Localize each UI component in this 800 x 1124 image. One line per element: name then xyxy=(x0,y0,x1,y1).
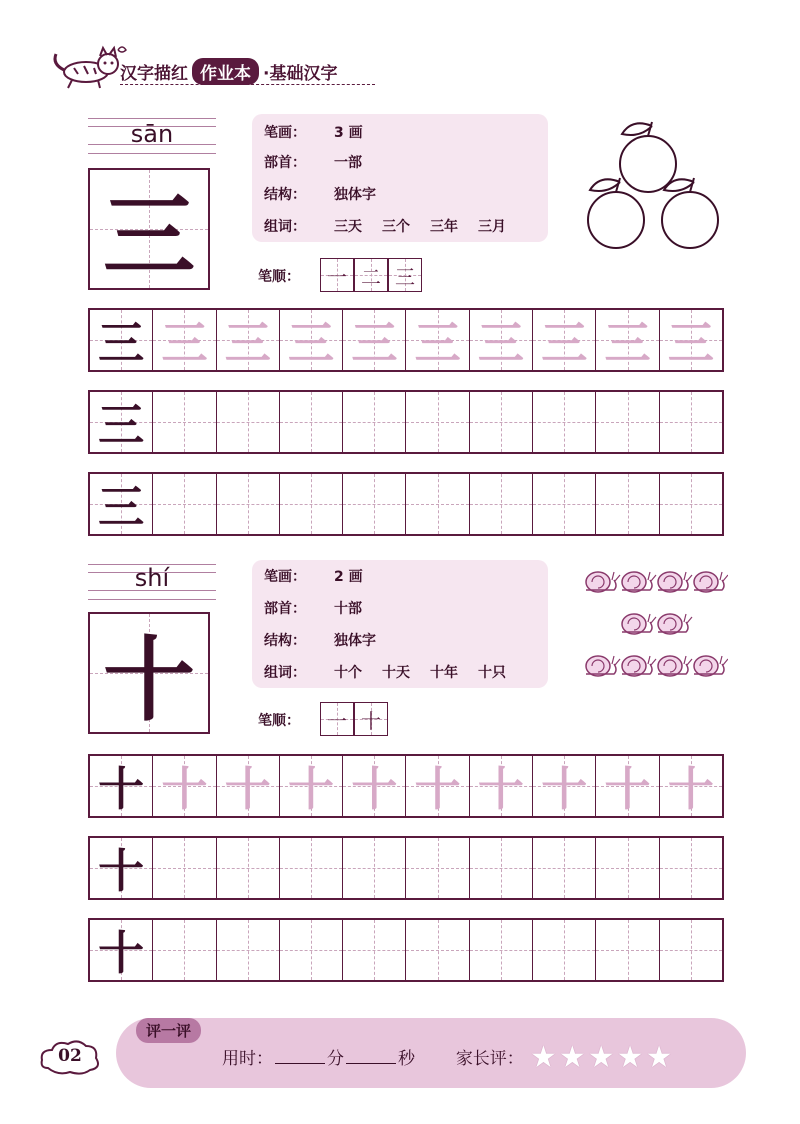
model-char: 三 xyxy=(98,398,145,452)
blank-cell[interactable] xyxy=(660,392,722,452)
apples-illustration xyxy=(578,120,726,256)
radical-label: 部首： xyxy=(264,155,306,171)
blank-cell[interactable] xyxy=(470,474,533,534)
time-label: 用时： xyxy=(222,1049,273,1069)
blank-cell[interactable] xyxy=(533,392,596,452)
header-badge: 作业本 xyxy=(192,58,259,85)
blank-cell[interactable] xyxy=(280,392,343,452)
evaluation-tag: 评一评 xyxy=(136,1018,201,1043)
blank-cell[interactable] xyxy=(660,474,722,534)
word: 十天 xyxy=(382,665,410,681)
blank-cell[interactable] xyxy=(217,474,280,534)
model-char: 十 xyxy=(98,762,145,816)
blank-cell[interactable] xyxy=(406,920,469,980)
page-number: 02 xyxy=(58,1046,82,1066)
trace-char[interactable]: 十 xyxy=(667,762,714,816)
blank-cell[interactable] xyxy=(343,838,406,898)
blank-cell[interactable] xyxy=(406,474,469,534)
blank-cell[interactable] xyxy=(596,920,659,980)
char-glyph: 三 xyxy=(102,182,195,290)
stroke-step: 二 xyxy=(361,264,381,289)
practice-row-blank xyxy=(88,472,724,536)
structure-value: 独体字 xyxy=(334,633,376,649)
pinyin-text: shí xyxy=(134,564,170,592)
word: 三月 xyxy=(478,219,506,235)
blank-cell[interactable] xyxy=(406,838,469,898)
model-char: 十 xyxy=(98,926,145,980)
blank-cell[interactable] xyxy=(153,392,216,452)
word: 三天 xyxy=(334,219,362,235)
structure-label: 结构： xyxy=(264,187,306,203)
structure-value: 独体字 xyxy=(334,187,376,203)
trace-char[interactable]: 十 xyxy=(477,762,524,816)
practice-row-blank xyxy=(88,918,724,982)
blank-cell[interactable] xyxy=(470,838,533,898)
char-glyph: 十 xyxy=(102,626,195,734)
stroke-step: 一 xyxy=(327,264,347,289)
blank-cell[interactable] xyxy=(280,474,343,534)
stroke-step: 一 xyxy=(327,708,347,733)
blank-cell[interactable] xyxy=(533,920,596,980)
strokes-label: 笔画： xyxy=(264,125,306,141)
blank-cell[interactable] xyxy=(217,838,280,898)
stroke-step: 三 xyxy=(395,264,415,289)
blank-cell[interactable] xyxy=(533,838,596,898)
blank-cell[interactable] xyxy=(406,392,469,452)
practice-row-blank xyxy=(88,836,724,900)
blank-cell[interactable] xyxy=(596,474,659,534)
trace-char[interactable]: 三 xyxy=(351,316,398,370)
cat-logo-icon xyxy=(48,40,128,92)
blank-cell[interactable] xyxy=(596,838,659,898)
trace-char[interactable]: 十 xyxy=(541,762,588,816)
radical-value: 一部 xyxy=(334,155,362,171)
blank-cell[interactable] xyxy=(153,838,216,898)
trace-char[interactable]: 三 xyxy=(667,316,714,370)
trace-char[interactable]: 三 xyxy=(414,316,461,370)
strokes-label: 笔画： xyxy=(264,569,306,585)
trace-char[interactable]: 十 xyxy=(288,762,335,816)
trace-char[interactable]: 十 xyxy=(414,762,461,816)
stroke-order-label: 笔顺： xyxy=(258,269,300,285)
blank-cell[interactable] xyxy=(596,392,659,452)
seconds-input[interactable] xyxy=(346,1063,396,1064)
parent-eval-label: 家长评： xyxy=(455,1049,524,1069)
info-panel xyxy=(252,114,548,242)
trace-char[interactable]: 十 xyxy=(351,762,398,816)
model-char: 三 xyxy=(98,480,145,534)
blank-cell[interactable] xyxy=(533,474,596,534)
word: 三个 xyxy=(382,219,410,235)
blank-cell[interactable] xyxy=(153,474,216,534)
radical-value: 十部 xyxy=(334,601,362,617)
strokes-value: 3 画 xyxy=(334,125,363,141)
blank-cell[interactable] xyxy=(660,920,722,980)
structure-label: 结构： xyxy=(264,633,306,649)
stroke-order-boxes xyxy=(320,258,424,292)
blank-cell[interactable] xyxy=(217,920,280,980)
minute-unit: 分 xyxy=(327,1049,344,1069)
word: 十只 xyxy=(478,665,506,681)
snails-illustration xyxy=(584,562,728,686)
blank-cell[interactable] xyxy=(470,392,533,452)
pinyin-text: sān xyxy=(130,120,174,148)
blank-cell[interactable] xyxy=(343,392,406,452)
trace-char[interactable]: 三 xyxy=(541,316,588,370)
blank-cell[interactable] xyxy=(343,920,406,980)
header-title-left: 汉字描红 xyxy=(120,64,188,84)
blank-cell[interactable] xyxy=(343,474,406,534)
trace-char[interactable]: 三 xyxy=(288,316,335,370)
word: 十年 xyxy=(430,665,458,681)
blank-cell[interactable] xyxy=(217,392,280,452)
model-char: 十 xyxy=(98,844,145,898)
stroke-step: 十 xyxy=(361,708,381,733)
trace-char[interactable]: 十 xyxy=(161,762,208,816)
practice-row-trace xyxy=(88,308,724,372)
blank-cell[interactable] xyxy=(470,920,533,980)
word: 三年 xyxy=(430,219,458,235)
char-grid-large xyxy=(88,168,210,290)
trace-char[interactable]: 三 xyxy=(477,316,524,370)
radical-label: 部首： xyxy=(264,601,306,617)
blank-cell[interactable] xyxy=(660,838,722,898)
char-grid-large xyxy=(88,612,210,734)
trace-char[interactable]: 三 xyxy=(604,316,651,370)
second-unit: 秒 xyxy=(398,1049,415,1069)
blank-cell[interactable] xyxy=(280,838,343,898)
blank-cell[interactable] xyxy=(280,920,343,980)
stroke-order-label: 笔顺： xyxy=(258,713,300,729)
info-panel xyxy=(252,560,548,688)
minutes-input[interactable] xyxy=(275,1063,325,1064)
trace-char[interactable]: 十 xyxy=(604,762,651,816)
star-rating[interactable]: ★★★★★ xyxy=(530,1040,675,1075)
word: 十个 xyxy=(334,665,362,681)
header-divider xyxy=(120,84,375,85)
strokes-value: 2 画 xyxy=(334,569,363,585)
header-title xyxy=(120,58,337,85)
words-label: 组词： xyxy=(264,665,306,681)
stroke-order-boxes xyxy=(320,702,390,736)
blank-cell[interactable] xyxy=(153,920,216,980)
evaluation-text xyxy=(222,1044,524,1069)
header-title-right: ·基础汉字 xyxy=(263,64,338,84)
trace-char[interactable]: 十 xyxy=(224,762,271,816)
practice-row-trace xyxy=(88,754,724,818)
trace-char[interactable]: 三 xyxy=(161,316,208,370)
words-label: 组词： xyxy=(264,219,306,235)
model-char: 三 xyxy=(98,316,145,370)
practice-row-blank xyxy=(88,390,724,454)
trace-char[interactable]: 三 xyxy=(224,316,271,370)
